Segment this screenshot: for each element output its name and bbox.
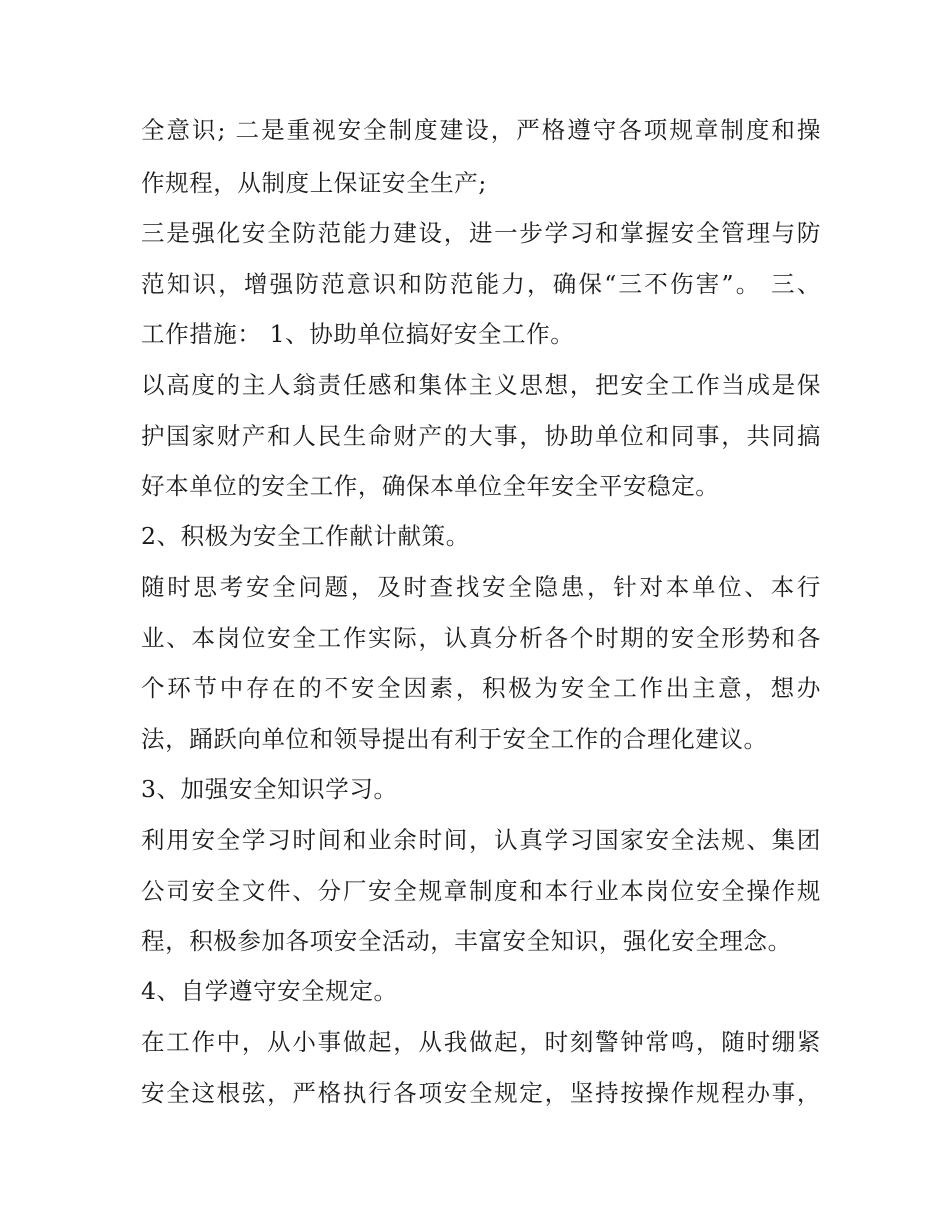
text-line-9: 2、积极为安全工作献计献策。 [141, 522, 470, 550]
text-line-8: 好本单位的安全工作，确保本单位全年安全平安稳定。 [141, 472, 720, 500]
text-line-18: 4、自学遵守安全规定。 [141, 977, 398, 1005]
text-line-20: 安全这根弦，严格执行各项安全规定，坚持按操作规程办事， [141, 1079, 821, 1107]
text-line-13: 法，踊跃向单位和领导提出有利于安全工作的合理化建议。 [141, 725, 768, 753]
text-line-19: 在工作中，从小事做起，从我做起，时刻警钟常鸣，随时绷紧 [141, 1028, 821, 1056]
text-line-10: 随时思考安全问题，及时查找安全隐患，针对本单位、本行 [141, 573, 821, 601]
text-line-12: 个环节中存在的不安全因素，积极为安全工作出主意，想办 [141, 674, 821, 702]
text-line-6: 以高度的主人翁责任感和集体主义思想，把安全工作当成是保 [141, 371, 821, 399]
text-line-11: 业、本岗位安全工作实际，认真分析各个时期的安全形势和各 [141, 624, 821, 652]
text-line-7: 护国家财产和人民生命财产的大事，协助单位和同事，共同搞 [141, 422, 821, 450]
text-line-14: 3、加强安全知识学习。 [141, 775, 398, 803]
text-line-4: 范知识，增强防范意识和防范能力，确保“三不伤害”。 三、 [141, 270, 821, 298]
text-line-2: 作规程，从制度上保证安全生产; [141, 169, 487, 197]
text-line-1: 全意识; 二是重视安全制度建设，严格遵守各项规章制度和操 [141, 116, 821, 144]
text-line-5: 工作措施： 1、协助单位搞好安全工作。 [141, 320, 575, 348]
text-line-17: 程，积极参加各项安全活动，丰富安全知识，强化安全理念。 [141, 927, 792, 955]
text-line-3: 三是强化安全防范能力建设，进一步学习和掌握安全管理与防 [141, 219, 821, 247]
text-line-15: 利用安全学习时间和业余时间，认真学习国家安全法规、集团 [141, 826, 821, 854]
text-line-16: 公司安全文件、分厂安全规章制度和本行业本岗位安全操作规 [141, 877, 821, 905]
